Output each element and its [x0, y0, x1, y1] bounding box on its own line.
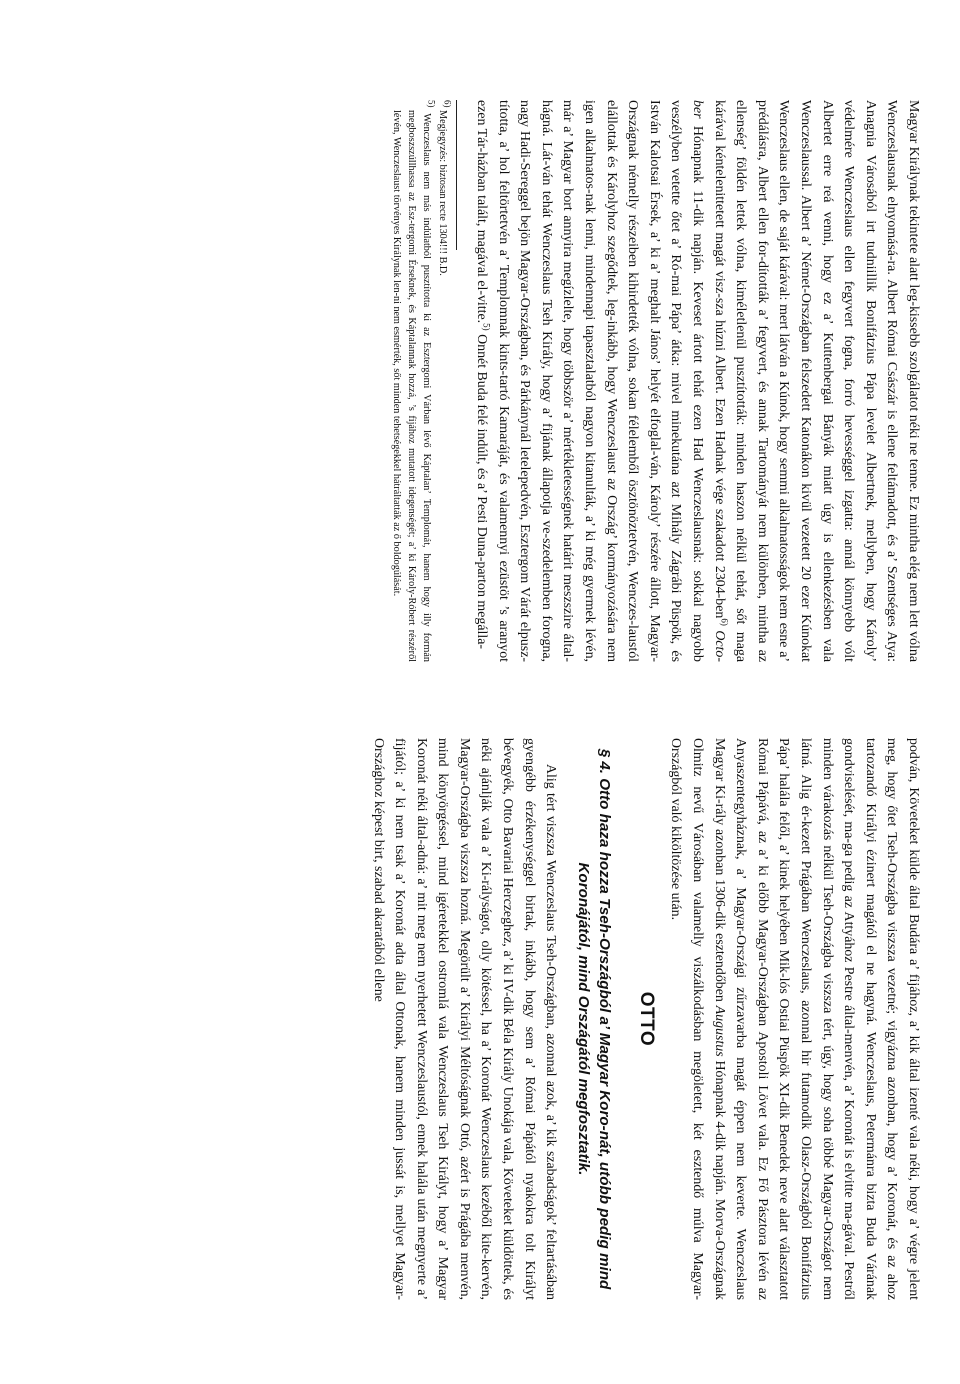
left-paragraph-end: Onnét Buda felé indúlt, és a’ Pesti Duna-parton megálla-: [474, 330, 490, 649]
footnote-ref-5: 5): [481, 323, 492, 331]
right-page: [44, 738, 924, 1300]
footnote-divider: [456, 100, 457, 250]
left-paragraph-continuation: Hónapnak 11-dik napján. Keveset ártott tehát ezen Had Wenczeslausnak: sokkal nagyobb veszélyben vetette őtet a’ Ró-mai Pápa’ átka: mivel minekutána azt Mihály Zágrábi Püspök, és István Kalotsai Érsek, a’ ki a’ meghalt János’ helyét elfoglal-ván, Károly’ részére állott, Magyar-Országnak némelly részeiben kihirdették vólna, sokan félelemből ösztönöztetvén, Wenczes-laustól elállottak és Károlyhoz szegődtek, leg-inkább, hogy Wenczeslaust az Ország’ kormányozására nem igen alkalmatos-nak lenni, mindennapi tapasztalatból nagyon kitanulták, a’ ki még gyermek lévén, már a’ Magyar bort annyira megízlelte, hogy többször a’ mértékletességnek határit meszszire által-hágná. Lát-ván tehát Wenczeslaus Tseh Király, hogy a’ fijának állapotja ve-szedelemben forogna, nagy Hadi-Sereggel bejön Magyar-Országban, és Párkánynál letelepedvén, Esztergom Várát elpusz-tította, a’ hol feltörtetvén a’ Templomnak kints-tartó Kamaráját, és valamennyi ezüstöt ’s aranyot ezen Tár-házban talált, magával el-vitte.: [474, 100, 706, 662]
footnote-mark: 6): [441, 100, 452, 108]
footnote-mark: 5): [426, 100, 437, 108]
footnote-text: Megjegyzés: biztosan recte 1304!!! B.D.: [436, 110, 448, 276]
right-paragraph: [665, 738, 924, 1300]
section-title: OTTO: [635, 991, 657, 1047]
footnotes: [389, 100, 450, 662]
right-paragraph-text: podván, Követeket külde által Budára a’ fijához, a’ kik által izenté vala néki, hogy a’ végre jelent meg, hogy őtet Tseh-Országba viszsza vezetné; vigyázna azonban, hogy a’ Koronát, és az ahoz tartozandó Királyi ézinert magától el ne hagyná. Wenczeslaus, Petermánra bizta Buda Várának gondviselését, ma-ga pedig az Attyához Pestre által-menvén, a’ Koronát is elvitte ma-gával. Pestről minden várakozás nélkül Tseh-Országba viszsza tért, úgy, hogy soha többé Magyar-Országot nem látná. Alig ér-kezett Prágában Wenczeslaus, azonnal hir futamodik Olasz-Országból Bonifátzius Pápa’ halála felől, a’ kinek helyében Mik-lós Ostiai Püspök XI-dik Benedek neve alatt választatott Római Pápává, az a’ ki előbb Magyar-Országban Apostoli Lövet vala. Ez Fő Pásztora lévén az Anyaszentegyháznak, a’ Magyar-Országi zűrzavarba magát éppen nem keverte. Wenczeslaus Magyar Ki-rály azonban 1306-dik esztendőben: [711, 738, 921, 1300]
right-paragraph-2: Alig tért viszsza Wenczeslaus Tseh-Országban, azonnal azok, a’ kik szabadságok’ feltartásában gyengébb érzékenységgel birtak, inkább, hogy sem a’ Római Pápától nyakokra tolt Királyt bévegyék, Otto Bavariai Herczeghez, a’ ki IV-dik Béla Király Unokája vala, Követeket küldöttek, és néki ajánlják vala a’ Ki-rályságot, olly kötéssel, ha a’ Koronát Wenczeslaus kezéből kite-kervén, Magyar-Országba viszsza hozná. Megörült a’ Királyi Méltóságnak Ottó, azért is Prágába menvén, mind könyörgéssel, mind igéretekkel ostromlá vala Wenczeslaus Tseh Királyt, hogy a’ Magyar Koronát néki által-adná: a’ mit meg nem nyerhetett Wenczeslaustól, ennek halála után megnyerte a’ fijától; a’ ki nem tsak a’ Koronát adta által Ottonak, hanem minden jussát is, mellyet Magyar-Országhoz képest birt, szabad akaratából ellene: [370, 738, 559, 1300]
left-paragraph-text: Magyar Királynak tekintete alatt leg-kissebb szolgálatot néki ne tenne. Ez mintha elég nem lett vólna Wenczeslausnak elnyomásá-ra. Albert Római Császár is ellene feltámadott, és a’ Szentséges Atya: Anagnia Városából irt tudniillik Bonifátzius Pápa levelet Albertnek, mellyben, hogy Károly’ védelmére Wenczeslaus ellen fegyvert fogna, forró hevességgel izgatta: annál könnyebb vólt Albertet erre reá venni, hogy ez a’ Kuttenbergai Bányák miatt úgy is ellenkezésben vala Wenczeslaussal. Albert a’ Német-Országban felszedett Katonákon kivül vezetett 20 ezer Kúnokat Wenczeslaus ellen, de saját kárával: mert látván a Kúnok, hogy semmi alkalmatosságok nem esne a’ prédálásra, Albert ellen for-dították a’ fegyvert, és annak Tartományát nem különben, mintha az ellenség’ földén lettek vólna, kiméletlenül pusztították: minden haszon nélkül tehát, sőt maga kárával kéntelenittetett magát visz-sza húzni Albert. Ezen Hadnak vége szakadott 2304-ben: [711, 100, 921, 662]
footnote-6: [434, 100, 452, 662]
date-word-october: Octo-ber: [690, 100, 727, 662]
footnote-ref-6: 6): [719, 618, 730, 626]
section-heading: § 4. Otto haza hozza Tseh-Országból a’ Magyar Koro-nát, utóbb pedig mind Koronájától, mind Országától megfosztatik.: [575, 748, 614, 1290]
left-page-body: [471, 100, 924, 662]
footnote-5: [389, 100, 435, 662]
left-paragraph: [471, 100, 924, 662]
footnote-text: Wenczeslaus nem más indúlatból pusztította ki az Esztergomi Várban lévő Káptalan’ Templomát, hanem hogy illy formán megboszszúllhassa az Esz-tergomi Érseknek, és Káptalannak hozzá, ’s fijához mutatott idegenségét; a’ ki Károly-Róbert részéről lévén, Wenczeslaust törvényes Királynak len-ni nem esmérték, sőt minden tehetségekkel hátráltatták az ő boldogúlását.: [390, 110, 433, 662]
date-word-augustus: Augustus: [711, 1005, 727, 1057]
right-paragraph-continuation: Hónapnak 4-dik napján. Morva-Országnak Olmitz nevű Városában valamelly viszálkodásban megöletett, két esztendő múlva Magyar-Országból való kiköltözése után.: [668, 738, 727, 1300]
left-page: [44, 100, 924, 662]
right-page-body: [367, 738, 924, 1300]
